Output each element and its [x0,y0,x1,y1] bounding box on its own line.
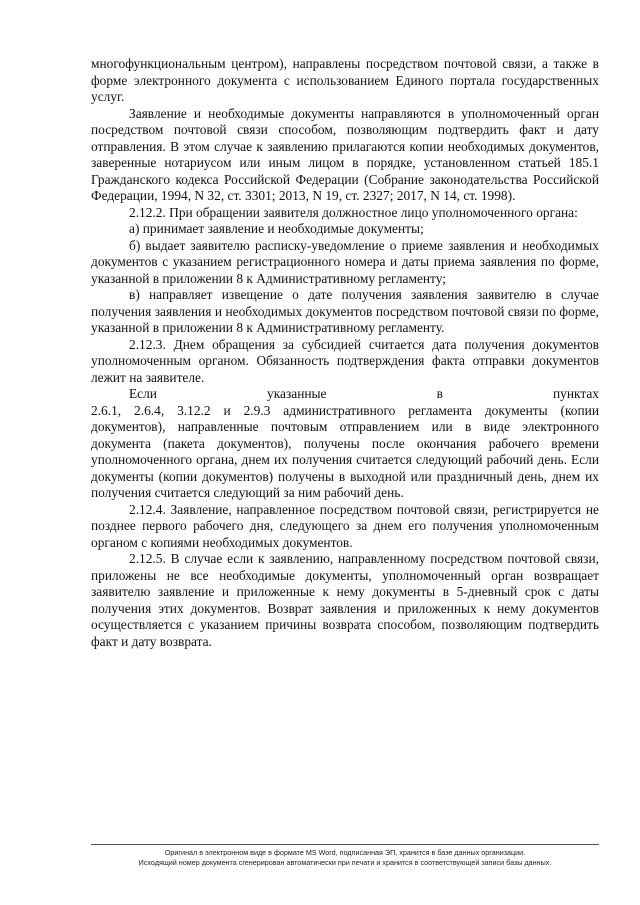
paragraph-postal-submission: Заявление и необходимые документы направляются в уполномоченный орган посредством почтовой связи способом, позволяющим подтвердить факт и дату отправления. В этом случае к заявлению прилагаются копии необходимых документов, заверенные нотариусом или иным лицом в порядке, установленном статьей 185.1 Гражданского кодекса Российской Федерации (Собрание законодательства Российской Федерации, 1994, N 32, ст. 3301; 2013, N 19, ст. 2327; 2017, N 14, ст. 1998). [91,105,599,203]
paragraph-if-specified: Если указанные в пунктах [129,386,599,401]
document-body [91,56,599,650]
paragraph-2-12-2: 2.12.2. При обращении заявителя должностное лицо уполномоченного органа: [129,204,578,220]
footer-original-note: Оригинал в электронном виде в формате MS Word, подписанная ЭП, хранится в базе данных организации. [164,848,526,857]
paragraph-2-12-5: 2.12.5. В случае если к заявлению, направленному посредством почтовой связи, приложены не все необходимые документы, уполномоченный орган возвращает заявителю заявление и приложенные к нему документы в 5-дневный срок с даты получения этих документов. Возврат заявления и приложенных к нему документов осуществляется с указанием причины возврата способом, позволяющим подтвердить факт и дату возврата. [91,551,599,649]
paragraph-item-a: а) принимает заявление и необходимые документы; [129,221,424,236]
paragraph-item-v: в) направляет извещение о дате получения заявления заявителю в случае получения заявления и необходимых документов посредством почтовой связи по форме, указанной в приложении 8 к Административному регламенту. [91,287,599,335]
paragraph-specified-points: 2.6.1, 2.6.4, 3.12.2 и 2.9.3 административного регламента документы (копии документов), направленные почтовым отправлением или в виде электронного документа (пакета документов), получены после окончания рабочего времени уполномоченного органа, днем их получения считается следующий рабочий день. Если документы (копии документов) получены в выходной или праздничный день, днем их получения считается следующий за ним рабочий день. [91,402,599,500]
paragraph-item-b: б) выдает заявителю расписку-уведомление о приеме заявления и необходимых документов с указанием регистрационного номера и даты приема заявления по форме, указанной в приложении 8 к Административному регламенту; [91,237,599,286]
footer-outgoing-number-note: Исходящий номер документа сгенерирован автоматически при печати и хранится в соответствующей записи базы данных. [138,858,552,867]
paragraph-continuation: многофункциональным центром), направлены посредством почтовой связи, а также в форме электронного документа с использованием Единого портала государственных услуг. [91,56,599,104]
page-footer [91,848,599,868]
paragraph-2-12-3: 2.12.3. Днем обращения за субсидией считается дата получения документов уполномоченным органом. Обязанность подтверждения факта отправки документов лежит на заявителе. [91,336,599,385]
paragraph-2-12-4: 2.12.4. Заявление, направленное посредством почтовой связи, регистрируется не позднее первого рабочего дня, следующего за днем его получения уполномоченным органом с копиями необходимых документов. [91,501,599,550]
footer-divider [91,844,599,845]
